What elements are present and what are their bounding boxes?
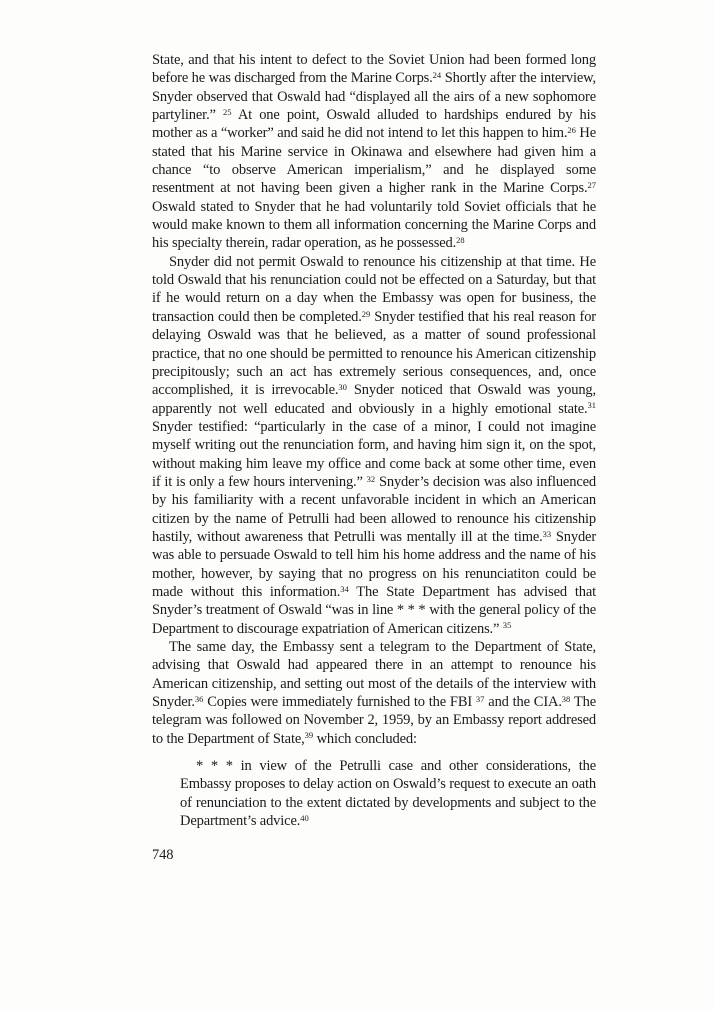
paragraph-continuation: State, and that his intent to defect to the Soviet Union had been formed long before he was discharged from the Marine Corps.$^{24}$ Shortly after the interview, Snyder observed that Oswald had “displayed all the airs of a new sophomore partyliner.” $^{25}$ At one point, Oswald alluded to hardships endured by his mother as a “worker” and said he did not intend to let this happen to him.$^{26}$ He stated that his Marine service in Okinawa and elsewhere had given him a chance “to observe American imperialism,” and he displayed some resentment at not having been given a higher rank in the Marine Corps.$^{27}$ Oswald stated to Snyder that he had voluntarily told Soviet officials that he would make known to them all information concerning the Marine Corps and his specialty therein, radar operation, as he possessed.$^{28}$ [152,52,596,252]
paragraph-snyder-renounce: Snyder did not permit Oswald to renounce his citizenship at that time. He told Oswald that his renunciation could not be effected on a Saturday, but that if he would return on a day when the Embassy was open for business, the transaction could then be completed.$^{29}$ Snyder testified that his real reason for delaying Oswald was that he believed, as a matter of sound professional practice, that no one should be permitted to renounce his American citizenship precipitously; such an act has extremely serious consequences, and, once accomplished, it is irrevocable.$^{30}$ Snyder noticed that Oswald was young, apparently not well educated and obviously in a highly emotional state.$^{31}$ Snyder testified: “particularly in the case of a minor, I could not imagine myself writing out the renunciation form, and having him sign it, on the spot, without making him leave my office and come back at some other time, even if it is only a few hours intervening.” $^{32}$ Snyder’s decision was also influenced by his familiarity with a recent unfavorable incident in which an American citizen by the name of Petrulli had been allowed to renounce his citizenship hastily, without awareness that Petrulli was mentally ill at the time.$^{33}$ Snyder was able to persuade Oswald to tell him his home address and the name of his mother, however, by saying that no progress on his renunciatiton could be made without this information.$^{34}$ The State Department has advised that Snyder’s treatment of Oswald “was in line * * * with the general policy of the Department to discourage expatriation of American citizens.” $^{35}$ [152,253,597,637]
footnote-reference: 31 [587,400,596,411]
footnote-reference: 35 [502,620,512,631]
footnote-reference: 25 [222,106,232,117]
footnote-reference: 37 [475,693,485,704]
footnote-reference: 33 [542,528,552,539]
footnote-reference: 34 [340,583,349,594]
footnote-reference: 26 [567,125,576,136]
footnote-reference: 29 [361,308,371,319]
page-number: 748 [152,847,174,864]
footnote-reference: 27 [587,180,596,191]
footnote-reference: 40 [300,812,309,823]
footnote-reference: 32 [366,473,376,484]
footnote-reference: 39 [304,730,314,741]
footnote-reference: 28 [456,235,465,246]
footnote-reference: 24 [432,70,442,81]
page-body-text [152,51,596,865]
footnote-reference: 36 [194,693,204,704]
footnote-reference: 30 [338,381,347,392]
footnote-reference: 38 [561,693,571,704]
block-quote-embassy-report: * * * in view of the Petrulli case and other considerations, the Embassy proposes to delay action on Oswald’s request to execute an oath of renunciation to the extent dictated by developments and subject to the Department’s advice.$^{40}$ [180,758,596,830]
paragraph-embassy-telegram: The same day, the Embassy sent a telegram to the Department of State, advising that Oswald had appeared there in an attempt to renounce his American citizenship, and setting out most of the details of the interview with Snyder.$^{36}$ Copies were immediately furnished to the FBI $^{37}$ and the CIA.$^{38}$ The telegram was followed on November 2, 1959, by an Embassy report addresed to the Department of State,$^{39}$ which concluded: [152,639,597,747]
